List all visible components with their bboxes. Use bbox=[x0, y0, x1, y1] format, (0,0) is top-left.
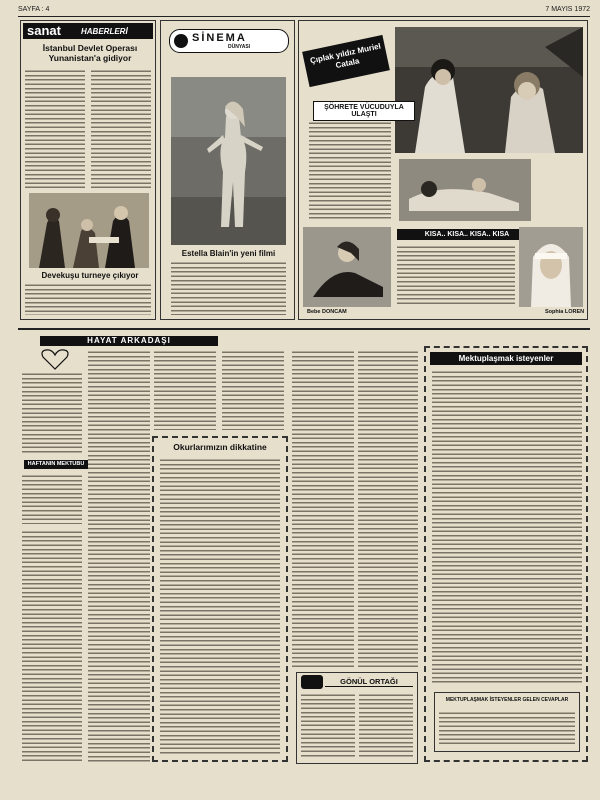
ciplak-headline: Çıplak yıldız Muriel Catala bbox=[309, 41, 382, 71]
sanat-section bbox=[20, 20, 156, 320]
sanat-kicker: sanat bbox=[27, 23, 61, 38]
sinema-logo-text: SİNEMA bbox=[192, 32, 247, 44]
mektup-cevaplar-text bbox=[439, 711, 575, 747]
sanat-kicker-sub: HABERLERİ bbox=[81, 27, 128, 36]
haftanin-mektubu: HAFTANIN MEKTUBU bbox=[24, 460, 88, 469]
estella-text bbox=[171, 261, 286, 315]
okurlar-box bbox=[152, 436, 288, 762]
hayat-col4-text bbox=[222, 350, 284, 430]
okurlar-text bbox=[160, 458, 280, 754]
mektup-cevaplar-headline: MEKTUPLAŞMAK İSTEYENLER GELEN CEVAPLAR bbox=[445, 697, 569, 703]
kisa-headline: KISA.. KISA.. KISA.. KISA bbox=[397, 229, 537, 240]
catala-photo-bottom bbox=[399, 159, 531, 221]
mektup-list-text bbox=[432, 370, 582, 684]
estella-photo bbox=[171, 77, 286, 245]
loren-name: Sophia LOREN bbox=[545, 309, 585, 315]
hayat-col1-text-b bbox=[22, 530, 82, 762]
gonul-text-col2 bbox=[359, 693, 413, 759]
okurlar-headline: Okurlarımızın dikkatine bbox=[173, 442, 267, 452]
page-date: 7 MAYIS 1972 bbox=[545, 6, 590, 13]
sinema-logo-sub: DÜNYASI bbox=[228, 44, 251, 50]
devekusu-headline: Devekuşu turneye çıkıyor bbox=[41, 271, 139, 280]
haftanin-text bbox=[22, 474, 82, 524]
hayat-col5-text bbox=[292, 350, 354, 670]
mektup-headline: Mektuplaşmak isteyenler bbox=[430, 352, 582, 365]
mektup-section bbox=[424, 346, 588, 762]
couple-heart-icon bbox=[40, 348, 70, 370]
sinema-main-section bbox=[298, 20, 588, 320]
opera-text-col2 bbox=[91, 69, 151, 189]
gonul-text-col1 bbox=[301, 693, 355, 759]
devekusu-text bbox=[25, 283, 151, 315]
sohret-headline: ŞÖHRETE VÜCUDUYLA ULAŞTI bbox=[313, 101, 415, 121]
gonul-ortagi-logo-icon bbox=[301, 675, 323, 689]
estella-caption: Estella Blain'in yeni filmi bbox=[181, 249, 276, 258]
sanat-banner bbox=[23, 23, 153, 39]
film-reel-icon bbox=[174, 34, 188, 48]
hayat-col6-text bbox=[358, 350, 418, 670]
catala-photo-top bbox=[395, 27, 583, 153]
devekusu-photo bbox=[29, 193, 149, 268]
hayat-col2-text bbox=[88, 350, 150, 762]
sinema-logo bbox=[169, 29, 289, 53]
header-rule bbox=[18, 16, 590, 17]
gonul-ortagi-headline: GÖNÜL ORTAĞI bbox=[325, 677, 413, 687]
opera-text-col1 bbox=[25, 69, 85, 189]
kisa-text bbox=[397, 245, 515, 307]
hayat-col1-text-a bbox=[22, 372, 82, 454]
loren-photo bbox=[519, 227, 583, 307]
doncam-name: Bebe DONCAM bbox=[307, 309, 347, 315]
hayat-banner: HAYAT ARKADAŞI bbox=[40, 336, 218, 346]
doncam-photo bbox=[303, 227, 391, 307]
mektup-cevaplar-box bbox=[434, 692, 580, 752]
sinema-estella-section bbox=[160, 20, 295, 320]
opera-headline: İstanbul Devlet Operası Yunanistan'a gidiyor bbox=[42, 43, 138, 63]
ciplak-banner bbox=[302, 35, 390, 87]
catala-text bbox=[309, 121, 391, 221]
page-label: SAYFA : 4 bbox=[18, 6, 50, 13]
page-header bbox=[18, 6, 590, 16]
section-divider bbox=[18, 328, 590, 330]
hayat-col3-text bbox=[154, 350, 216, 430]
gonul-ortagi-box bbox=[296, 672, 418, 764]
